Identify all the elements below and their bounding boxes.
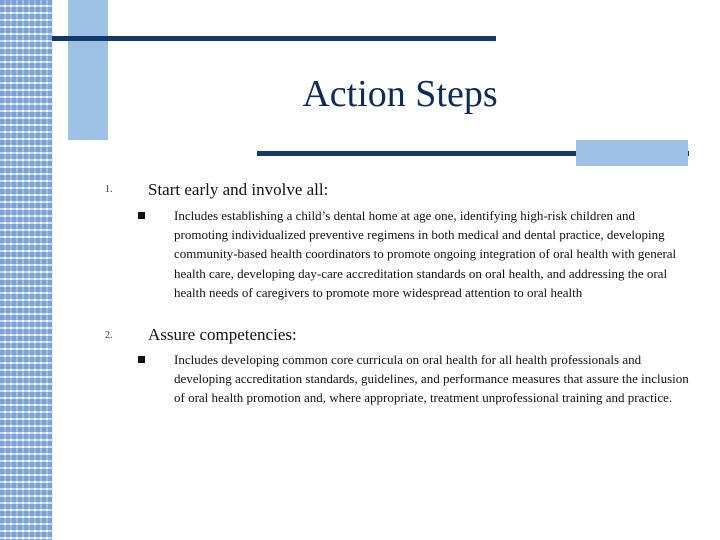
list-number-2: 2. <box>105 330 113 341</box>
slide-title: Action Steps <box>302 73 498 115</box>
top-divider-rule <box>52 36 496 41</box>
title-accent-block <box>68 0 108 140</box>
square-bullet-icon <box>138 212 145 219</box>
square-bullet-icon <box>138 356 145 363</box>
item-heading-1: Start early and involve all: <box>148 180 329 199</box>
item-heading-2: Assure competencies: <box>148 325 297 344</box>
item-text-2: Includes developing common core curricula on oral health for all health professionals and developing accreditation standards, guidelines, and performance measures that assure the inclusion of oral health promotion and, where appropriate, treatment unprofessional training and practice. <box>174 352 689 406</box>
right-accent-block <box>576 140 688 166</box>
list-number-1: 1. <box>105 184 113 195</box>
decorative-grid-strip <box>0 0 53 540</box>
item-text-1: Includes establishing a child’s dental home at age one, identifying high-risk children and promoting individualized preventive regimens in both medical and dental practice, developing community-based health coordinators to promote ongoing integration of oral health with general health care, developing day-care accreditation standards on oral health, and addressing the oral health needs of caregivers to promote more widespread attention to oral health <box>174 208 677 300</box>
